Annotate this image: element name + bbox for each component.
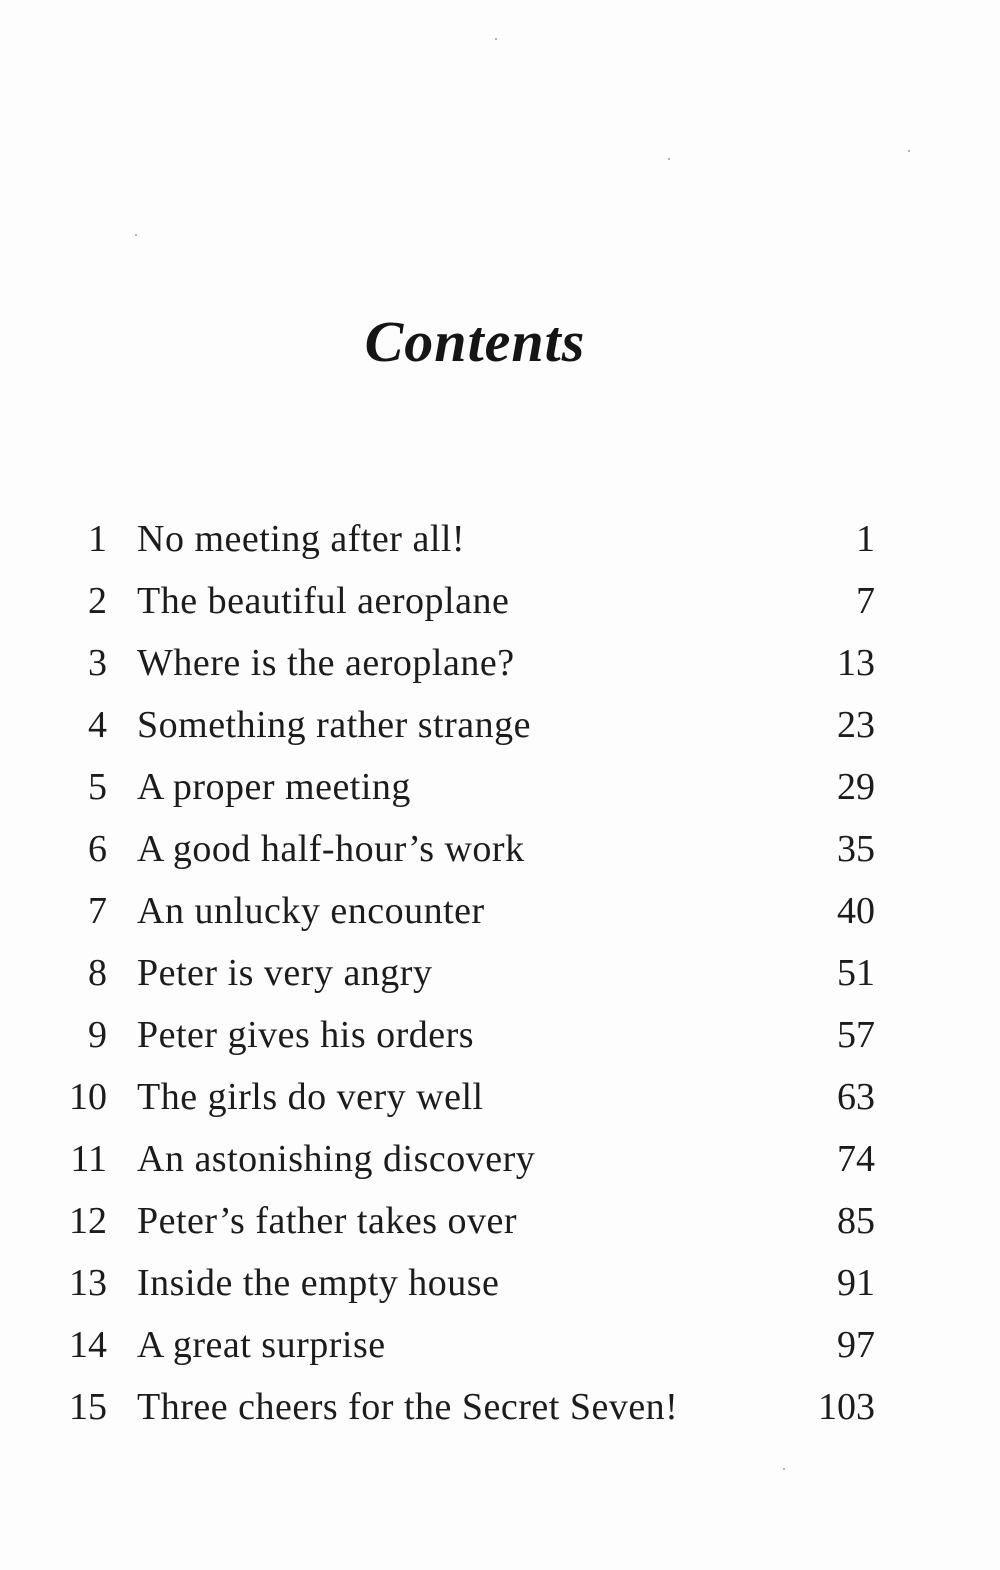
paper-speck <box>908 150 910 152</box>
paper-speck <box>668 158 670 160</box>
page-number: 40 <box>837 890 875 932</box>
toc-entry[interactable] <box>55 1190 875 1252</box>
toc-entry[interactable] <box>55 942 875 1004</box>
chapter-number: 4 <box>88 704 107 746</box>
paper-speck <box>783 1468 785 1470</box>
page-number: 1 <box>856 518 875 560</box>
toc-entry[interactable] <box>55 1376 875 1438</box>
chapter-title: Where is the aeroplane? <box>137 642 515 684</box>
toc-entry[interactable] <box>55 632 875 694</box>
chapter-title: Three cheers for the Secret Seven! <box>137 1386 679 1428</box>
chapter-title: No meeting after all! <box>137 518 466 560</box>
toc-entry[interactable] <box>55 508 875 570</box>
page-number: 13 <box>837 642 875 684</box>
chapter-number: 1 <box>88 518 107 560</box>
page-title: Contents <box>364 309 586 374</box>
page-number: 29 <box>837 766 875 808</box>
paper-speck <box>495 38 497 40</box>
chapter-title: A great surprise <box>137 1324 386 1366</box>
chapter-number: 13 <box>69 1262 107 1304</box>
page-number: 63 <box>837 1076 875 1118</box>
page-number: 97 <box>837 1324 875 1366</box>
toc-entry[interactable] <box>55 1252 875 1314</box>
chapter-title: A good half-hour’s work <box>137 828 525 870</box>
chapter-number: 2 <box>88 580 107 622</box>
chapter-title: An unlucky encounter <box>137 890 485 932</box>
chapter-number: 15 <box>69 1386 107 1428</box>
toc-entry[interactable] <box>55 818 875 880</box>
page-number: 35 <box>837 828 875 870</box>
page-number: 91 <box>837 1262 875 1304</box>
table-of-contents <box>55 508 875 1438</box>
paper-speck <box>135 234 137 236</box>
chapter-number: 7 <box>88 890 107 932</box>
chapter-title: Something rather strange <box>137 704 532 746</box>
toc-entry[interactable] <box>55 880 875 942</box>
chapter-number: 9 <box>88 1014 107 1056</box>
toc-entry[interactable] <box>55 1004 875 1066</box>
chapter-title: Peter is very angry <box>137 952 433 994</box>
chapter-number: 3 <box>88 642 107 684</box>
page-number: 57 <box>837 1014 875 1056</box>
chapter-number: 10 <box>69 1076 107 1118</box>
page-number: 7 <box>856 580 875 622</box>
chapter-number: 11 <box>70 1138 107 1180</box>
page-number: 23 <box>837 704 875 746</box>
chapter-number: 14 <box>69 1324 107 1366</box>
chapter-number: 8 <box>88 952 107 994</box>
toc-entry[interactable] <box>55 1066 875 1128</box>
page-number: 74 <box>837 1138 875 1180</box>
chapter-number: 12 <box>69 1200 107 1242</box>
chapter-title: An astonishing discovery <box>137 1138 536 1180</box>
chapter-title: Inside the empty house <box>137 1262 500 1304</box>
chapter-title: Peter’s father takes over <box>137 1200 518 1242</box>
chapter-number: 5 <box>88 766 107 808</box>
toc-entry[interactable] <box>55 1314 875 1376</box>
toc-entry[interactable] <box>55 756 875 818</box>
page-number: 85 <box>837 1200 875 1242</box>
toc-entry[interactable] <box>55 1128 875 1190</box>
chapter-title: The girls do very well <box>137 1076 484 1118</box>
toc-entry[interactable] <box>55 570 875 632</box>
chapter-title: Peter gives his orders <box>137 1014 475 1056</box>
toc-entry[interactable] <box>55 694 875 756</box>
chapter-title: The beautiful aeroplane <box>137 580 510 622</box>
page-number: 51 <box>837 952 875 994</box>
chapter-number: 6 <box>88 828 107 870</box>
chapter-title: A proper meeting <box>137 766 411 808</box>
page-number: 103 <box>818 1386 875 1428</box>
